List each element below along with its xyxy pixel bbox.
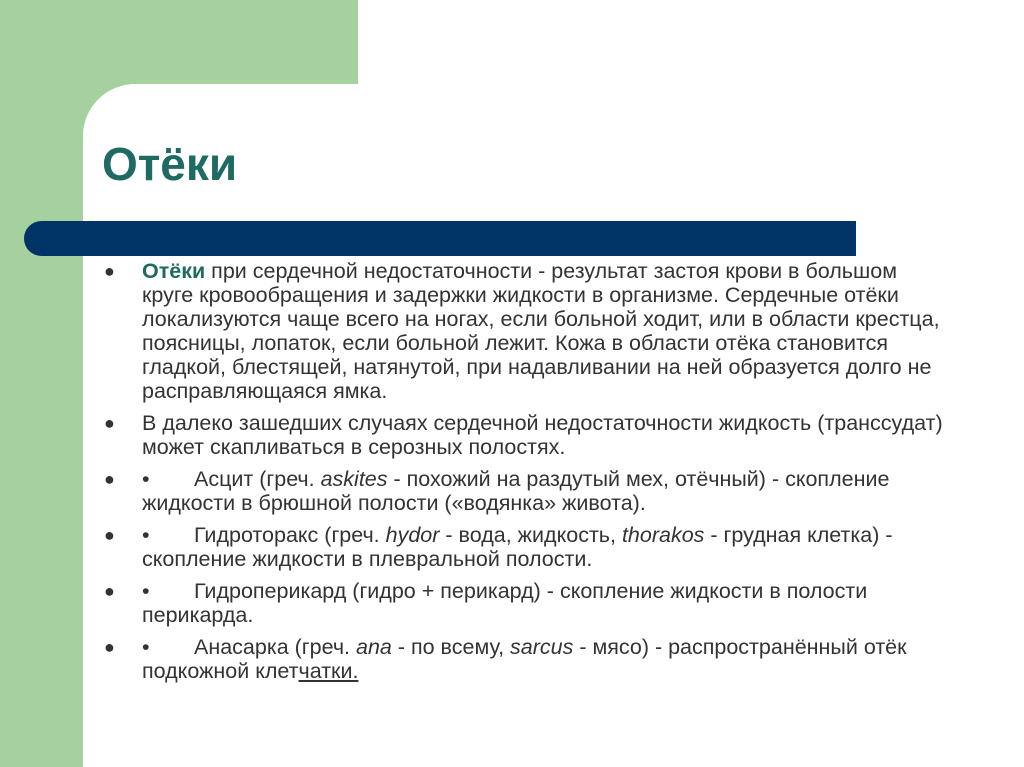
list-item <box>104 467 944 515</box>
inline-dot: • <box>142 635 150 659</box>
list-item <box>104 411 944 459</box>
slide-title: Отёки <box>102 138 238 190</box>
bullet-marker: ● <box>104 525 115 545</box>
bullet-body-part: - вода, жидкость, <box>439 523 622 547</box>
bullet-body-part: Асцит (греч. <box>194 467 321 491</box>
bullet-body-part: Анасарка (греч. <box>194 635 356 659</box>
bullet-body-part: - мясо) - распространённый отёк подкожной клет <box>142 635 907 683</box>
bullet-text <box>142 259 940 403</box>
bullet-body: Гидроперикард (гидро + перикард) - скопление жидкости в полости перикарда. <box>142 579 868 627</box>
bullet-text <box>142 579 867 627</box>
bullet-body: при сердечной недостаточности - результат застоя крови в большом круге кровообращения и задержки жидкости в организме. Сердечные отёки локализуются чаще всего на ногах, если больной ходит, или в области крестца, поясницы, лопаток, если больной лежит. Кожа в области отёка становится гладкой, блестящей, натянутой, при надавливании на ней образуется долго не расправляющаяся ямка. <box>142 259 940 403</box>
bullet-marker: ● <box>104 637 115 657</box>
bullet-marker: ● <box>104 581 115 601</box>
bullet-body: В далеко зашедших случаях сердечной недостаточности жидкость (транссудат) может скапливаться в серозных полостях. <box>142 411 943 459</box>
inline-dot: • <box>142 467 150 491</box>
list-item <box>104 579 944 627</box>
inline-dot: • <box>142 579 150 603</box>
underlined-text: чатки. <box>298 659 359 683</box>
greek-term: sarcus <box>510 635 574 659</box>
bullet-lead-term: Отёки <box>142 259 206 283</box>
bullet-text <box>142 523 893 571</box>
list-item <box>104 523 944 571</box>
greek-term: hydor <box>385 523 440 547</box>
list-item <box>104 635 944 683</box>
inline-dot: • <box>142 523 150 547</box>
greek-term: thorakos <box>621 523 705 547</box>
bullet-body-part: - грудная клетка) - скопление жидкости в плевральной полости. <box>142 523 893 571</box>
bullet-body-part: - похожий на раздутый мех, отёчный) - скопление жидкости в брюшной полости («водянка» живота). <box>142 467 890 515</box>
bullet-marker: ● <box>104 261 115 281</box>
bullet-marker: ● <box>104 469 115 489</box>
bullet-body-part: Гидроторакс (греч. <box>194 523 386 547</box>
greek-term: ana <box>356 635 392 659</box>
bullet-list <box>104 259 944 691</box>
list-item <box>104 259 944 403</box>
greek-term: askites <box>320 467 388 491</box>
bullet-text <box>142 635 907 683</box>
bullet-body-part: - по всему, <box>391 635 511 659</box>
bullet-text <box>142 467 889 515</box>
title-underline-bar <box>24 221 856 256</box>
bullet-marker: ● <box>104 413 115 433</box>
